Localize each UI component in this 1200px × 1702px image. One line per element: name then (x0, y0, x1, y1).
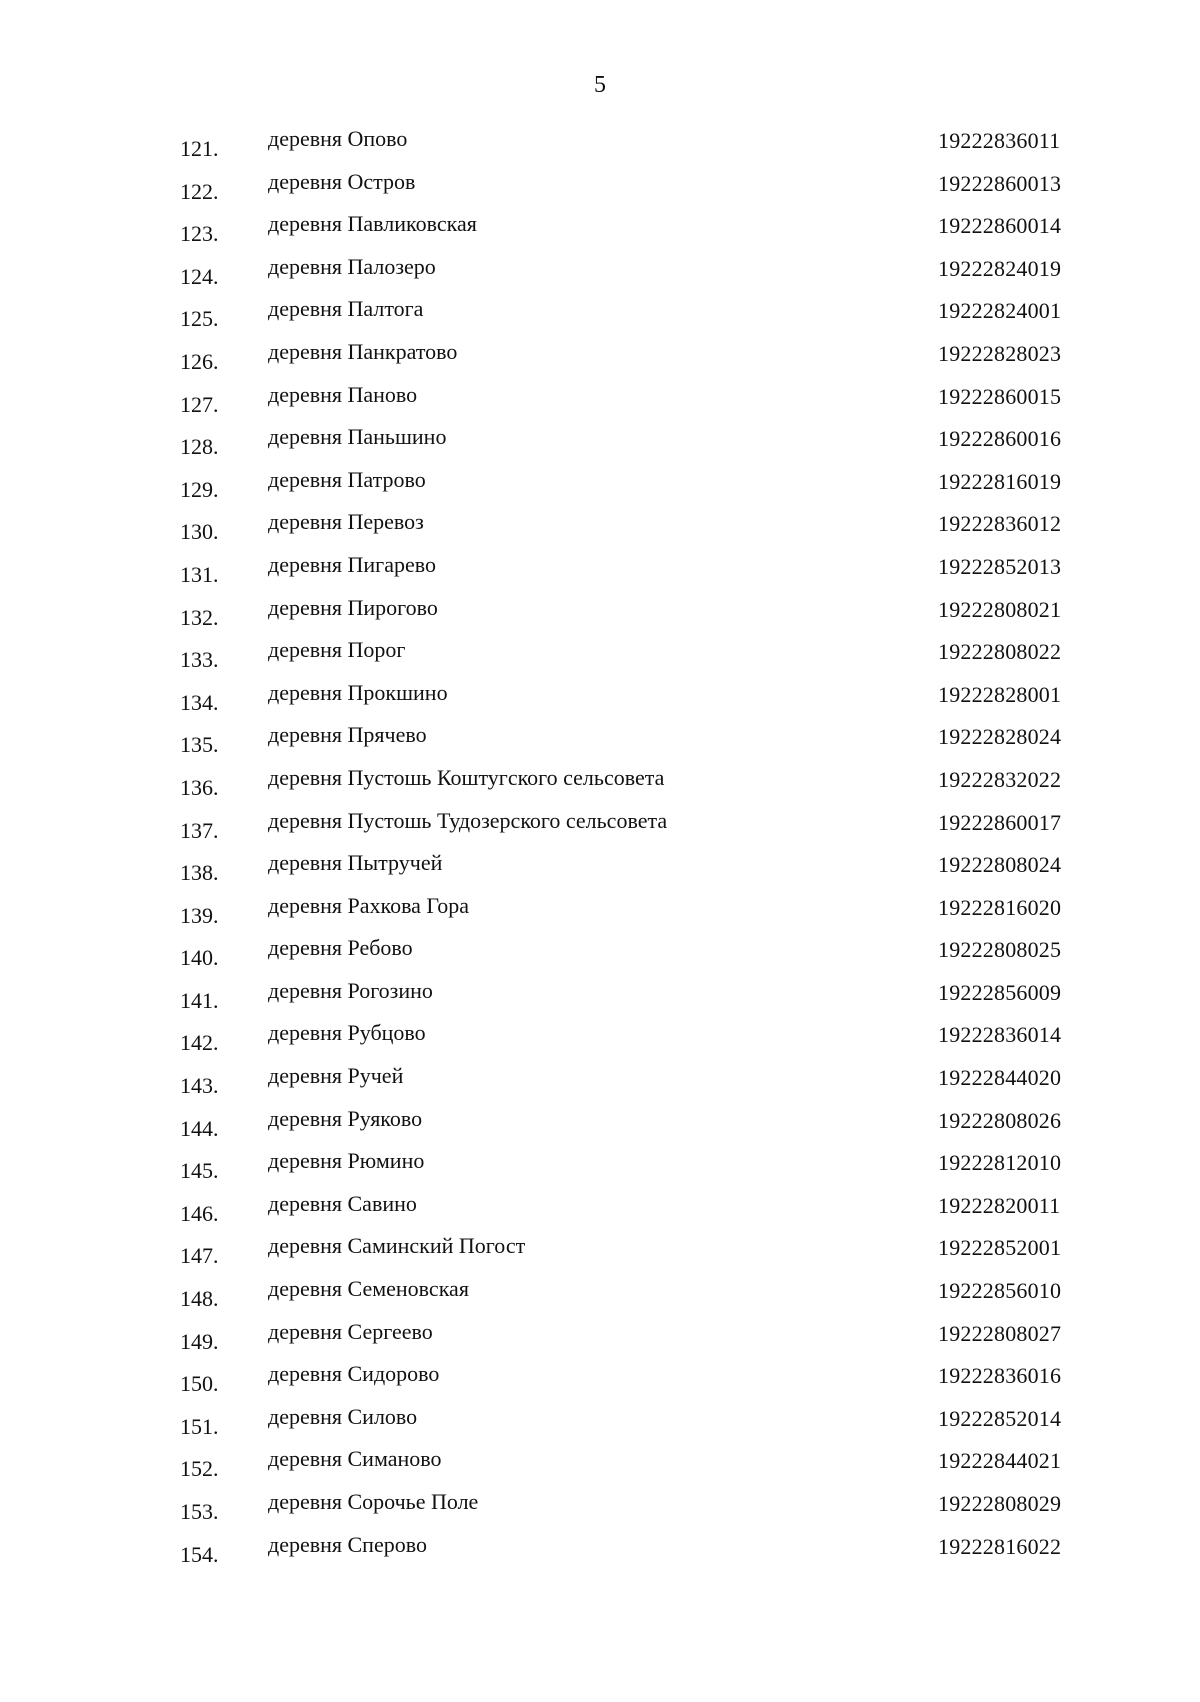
settlement-name: деревня Опово (268, 126, 408, 151)
item-number: 126. (180, 348, 219, 374)
okato-code: 19222808022 (938, 639, 1062, 665)
okato-code: 19222820011 (938, 1192, 1061, 1218)
settlement-name: деревня Палтога (268, 296, 424, 322)
settlement-name: деревня Остров (268, 168, 416, 194)
list-item (0, 424, 1200, 467)
settlement-name: деревня Палозеро (268, 253, 436, 279)
settlement-name: деревня Сергеево (268, 1318, 433, 1344)
settlement-name: деревня Паново (268, 381, 418, 407)
item-number: 152. (180, 1456, 219, 1482)
item-number: 131. (180, 561, 219, 587)
list-item (0, 1020, 1200, 1063)
item-number: 135. (180, 732, 219, 758)
okato-code: 19222836012 (938, 511, 1062, 537)
list-item (0, 850, 1200, 893)
list-item (0, 126, 1200, 169)
okato-code: 19222808026 (938, 1107, 1062, 1133)
list-item (0, 339, 1200, 382)
list-item (0, 637, 1200, 680)
settlement-name: деревня Савино (268, 1190, 417, 1216)
item-number: 153. (180, 1499, 219, 1524)
settlement-name: деревня Рюмино (268, 1148, 425, 1174)
okato-code: 19222812010 (938, 1150, 1062, 1176)
settlement-name: деревня Ручей (268, 1063, 404, 1089)
item-number: 125. (180, 306, 219, 332)
list-item (0, 1446, 1200, 1489)
okato-code: 19222852014 (938, 1405, 1062, 1431)
item-number: 143. (180, 1073, 219, 1099)
list-item (0, 1233, 1200, 1276)
settlement-name: деревня Руяково (268, 1105, 423, 1131)
item-number: 151. (180, 1413, 219, 1439)
okato-code: 19222816019 (938, 468, 1062, 494)
settlement-name: деревня Павликовская (268, 211, 477, 237)
okato-code: 19222808021 (938, 596, 1062, 622)
settlement-name: деревня Рахкова Гора (268, 892, 469, 918)
settlement-name: деревня Сидорово (268, 1361, 440, 1387)
item-number: 145. (180, 1158, 219, 1184)
list-item (0, 169, 1200, 212)
list-item (0, 1361, 1200, 1404)
okato-code: 19222808024 (938, 852, 1062, 878)
settlement-name: деревня Сорочье Поле (268, 1489, 479, 1514)
okato-code: 19222836011 (938, 128, 1061, 153)
settlement-name: деревня Симаново (268, 1446, 442, 1472)
okato-code: 19222824019 (938, 255, 1062, 281)
okato-code: 19222828024 (938, 724, 1062, 750)
okato-code: 19222852001 (938, 1235, 1062, 1261)
list-item (0, 935, 1200, 978)
okato-code: 19222808029 (938, 1491, 1062, 1516)
item-number: 137. (180, 817, 219, 843)
settlement-name: деревня Рогозино (268, 977, 433, 1003)
settlement-name: деревня Пигарево (268, 551, 436, 577)
item-number: 139. (180, 902, 219, 928)
okato-code: 19222844021 (938, 1448, 1062, 1474)
list-item (0, 1191, 1200, 1234)
okato-code: 19222808025 (938, 937, 1062, 963)
list-item (0, 893, 1200, 936)
okato-code: 19222808027 (938, 1320, 1062, 1346)
item-number: 141. (180, 987, 219, 1013)
item-number: 147. (180, 1243, 219, 1269)
list-item (0, 467, 1200, 510)
okato-code: 19222836014 (938, 1022, 1062, 1048)
okato-code: 19222860015 (938, 383, 1062, 409)
settlement-name: деревня Силово (268, 1403, 418, 1429)
settlement-list (0, 126, 1200, 1574)
item-number: 122. (180, 178, 219, 204)
settlement-name: деревня Прокшино (268, 679, 448, 705)
item-number: 134. (180, 689, 219, 715)
item-number: 129. (180, 476, 219, 502)
settlement-name: деревня Порог (268, 637, 406, 663)
okato-code: 19222816020 (938, 894, 1062, 920)
list-item (0, 765, 1200, 808)
list-item (0, 808, 1200, 851)
settlement-name: деревня Семеновская (268, 1276, 469, 1302)
item-number: 136. (180, 774, 219, 800)
list-item (0, 1106, 1200, 1149)
list-item (0, 254, 1200, 297)
settlement-name: деревня Сперово (268, 1531, 427, 1557)
list-item (0, 1319, 1200, 1362)
list-item (0, 1148, 1200, 1191)
item-number: 133. (180, 647, 219, 673)
okato-code: 19222816022 (938, 1533, 1062, 1559)
list-item (0, 1276, 1200, 1319)
okato-code: 19222860017 (938, 809, 1062, 835)
list-item (0, 1404, 1200, 1447)
item-number: 138. (180, 860, 219, 886)
list-item (0, 722, 1200, 765)
okato-code: 19222824001 (938, 298, 1062, 324)
settlement-name: деревня Ребово (268, 935, 413, 961)
item-number: 142. (180, 1030, 219, 1056)
list-item (0, 211, 1200, 254)
okato-code: 19222860013 (938, 170, 1062, 196)
settlement-name: деревня Пустошь Коштугского сельсовета (268, 764, 665, 790)
okato-code: 19222844020 (938, 1065, 1062, 1091)
settlement-name: деревня Пытручей (268, 850, 443, 876)
settlement-name: деревня Прячево (268, 722, 427, 748)
settlement-name: деревня Саминский Погост (268, 1233, 526, 1259)
item-number: 132. (180, 604, 219, 630)
item-number: 144. (180, 1115, 219, 1141)
item-number: 140. (180, 945, 219, 971)
settlement-name: деревня Пустошь Тудозерского сельсовета (268, 807, 668, 833)
item-number: 128. (180, 434, 219, 460)
list-item (0, 978, 1200, 1021)
okato-code: 19222832022 (938, 766, 1062, 792)
okato-code: 19222828023 (938, 340, 1062, 366)
okato-code: 19222852013 (938, 553, 1062, 579)
page-number: 5 (594, 72, 606, 98)
item-number: 121. (180, 136, 219, 161)
list-item (0, 552, 1200, 595)
list-item (0, 509, 1200, 552)
item-number: 149. (180, 1328, 219, 1354)
list-item (0, 680, 1200, 723)
okato-code: 19222860014 (938, 213, 1062, 239)
item-number: 150. (180, 1371, 219, 1397)
item-number: 154. (180, 1541, 219, 1567)
item-number: 123. (180, 221, 219, 247)
okato-code: 19222836016 (938, 1363, 1062, 1389)
okato-code: 19222856010 (938, 1278, 1062, 1304)
settlement-name: деревня Панкратово (268, 338, 458, 364)
list-item (0, 382, 1200, 425)
list-item (0, 595, 1200, 638)
okato-code: 19222856009 (938, 979, 1062, 1005)
item-number: 124. (180, 263, 219, 289)
settlement-name: деревня Рубцово (268, 1020, 426, 1046)
settlement-name: деревня Паньшино (268, 424, 447, 450)
okato-code: 19222860016 (938, 426, 1062, 452)
list-item (0, 1532, 1200, 1575)
list-item (0, 296, 1200, 339)
item-number: 148. (180, 1286, 219, 1312)
list-item (0, 1063, 1200, 1106)
item-number: 127. (180, 391, 219, 417)
item-number: 146. (180, 1200, 219, 1226)
settlement-name: деревня Перевоз (268, 509, 424, 535)
item-number: 130. (180, 519, 219, 545)
settlement-name: деревня Пирогово (268, 594, 438, 620)
settlement-name: деревня Патрово (268, 466, 426, 492)
okato-code: 19222828001 (938, 681, 1062, 707)
list-item (0, 1489, 1200, 1532)
